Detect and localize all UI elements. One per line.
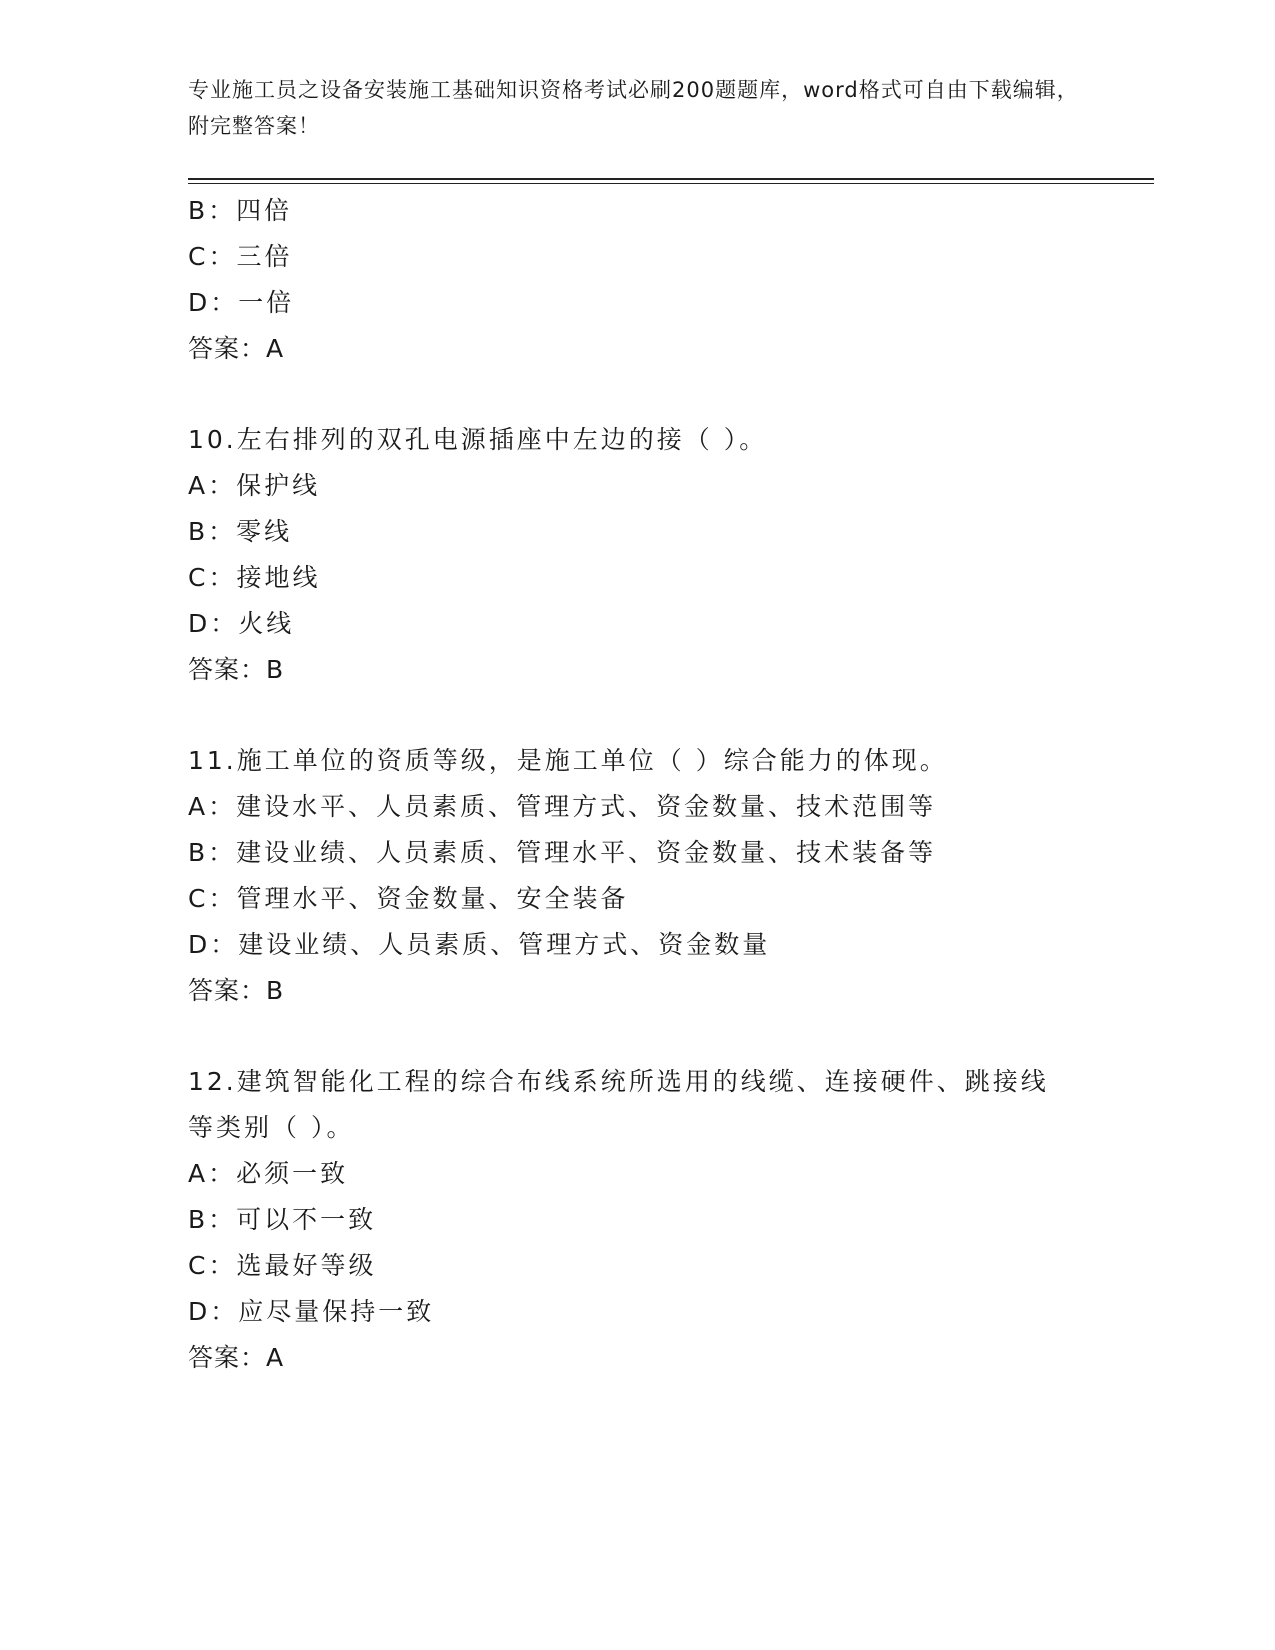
question-list	[188, 188, 1154, 1381]
answer-line: 答案：A	[188, 1343, 285, 1372]
option-a: A：保护线	[188, 471, 321, 500]
question-title-line-2: 等类别（ ）。	[188, 1113, 355, 1142]
option-d: D：应尽量保持一致	[188, 1297, 435, 1326]
option-a: A：必须一致	[188, 1159, 349, 1188]
answer-line: 答案：A	[188, 334, 285, 363]
option-c: C：管理水平、资金数量、安全装备	[188, 884, 629, 913]
document-header: 专业施工员之设备安装施工基础知识资格考试必刷200题题库，word格式可自由下载编辑，附完整答案！	[188, 78, 1079, 138]
option-c: C：三倍	[188, 242, 293, 271]
option-b: B：零线	[188, 517, 293, 546]
option-d: D：建设业绩、人员素质、管理方式、资金数量	[188, 930, 771, 959]
question-title: 10.左右排列的双孔电源插座中左边的接（ ）。	[188, 425, 768, 454]
option-c: C：接地线	[188, 563, 321, 592]
answer-line: 答案：B	[188, 655, 285, 684]
option-b: B：建设业绩、人员素质、管理水平、资金数量、技术装备等	[188, 838, 937, 867]
option-c: C：选最好等级	[188, 1251, 377, 1280]
option-b: B：可以不一致	[188, 1205, 377, 1234]
answer-line: 答案：B	[188, 976, 285, 1005]
option-a: A：建设水平、人员素质、管理方式、资金数量、技术范围等	[188, 792, 937, 821]
header-rule-thin	[188, 183, 1154, 184]
option-d: D：一倍	[188, 288, 295, 317]
question-title-line-1: 12.建筑智能化工程的综合布线系统所选用的线缆、连接硬件、跳接线	[188, 1067, 1049, 1096]
question-title: 11.施工单位的资质等级，是施工单位（ ）综合能力的体现。	[188, 746, 948, 775]
header-rule-thick	[188, 178, 1154, 180]
option-b: B：四倍	[188, 196, 293, 225]
option-d: D：火线	[188, 609, 295, 638]
